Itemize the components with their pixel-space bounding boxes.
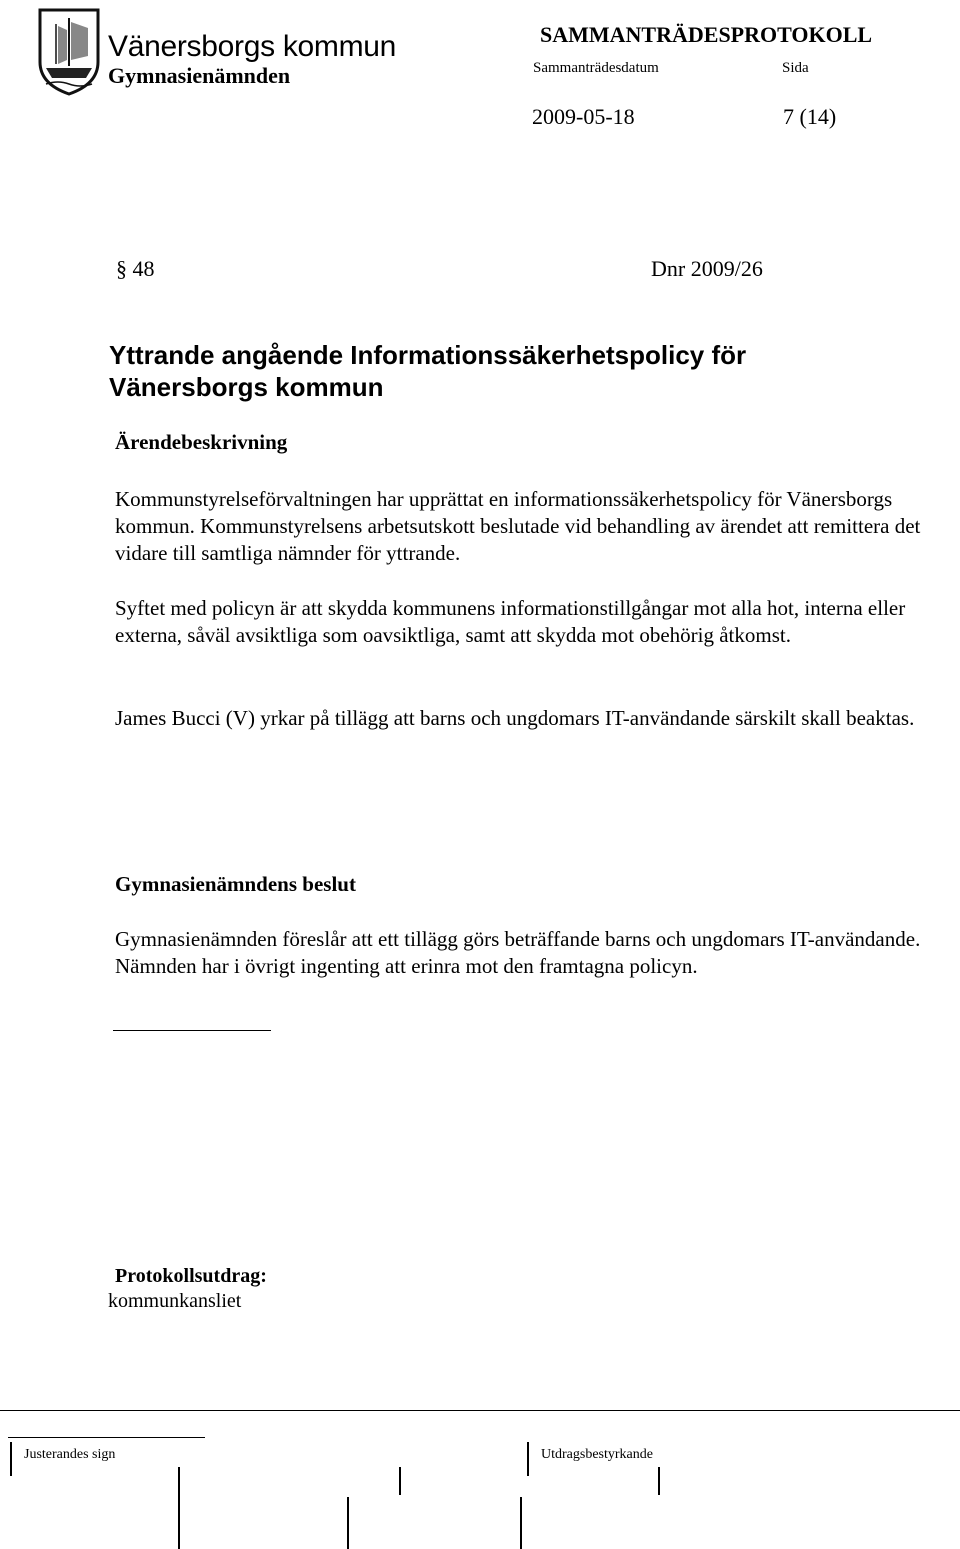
footer-divider — [0, 1410, 960, 1411]
decision-paragraph: Gymnasienämnden föreslår att ett tillägg görs beträffande barns och ungdomars IT-användande. Nämnden har i övrigt ingenting att erinra mot den framtagna policyn. — [115, 927, 921, 978]
decision-heading: Gymnasienämndens beslut — [115, 872, 356, 896]
initials-label: Justerandes sign — [24, 1447, 116, 1462]
protocol-extract-label: Protokollsutdrag: — [115, 1265, 267, 1287]
case-description-heading: Ärendebeskrivning — [115, 430, 288, 454]
description-paragraph: James Bucci (V) yrkar på tillägg att barns och ungdomars IT-användande särskilt skall beaktas. — [115, 706, 915, 730]
extract-certification-label: Utdragsbestyrkande — [541, 1447, 653, 1462]
description-paragraph: Syftet med policyn är att skydda kommunens informationstillgångar mot alla hot, interna eller externa, såväl avsiktliga som oavsiktliga, samt att skydda mot obehörig åtkomst. — [115, 596, 906, 647]
page-label: Sida — [782, 60, 809, 76]
signature-rule — [113, 1030, 271, 1031]
item-title: Yttrande angående Informationssäkerhetspolicy för Vänersborgs kommun — [109, 340, 747, 402]
signature-box-divider — [658, 1467, 660, 1495]
protocol-extract-recipient: kommunkansliet — [108, 1290, 242, 1312]
meeting-date-label: Sammanträdesdatum — [533, 60, 659, 76]
footer-divider — [8, 1437, 205, 1438]
meeting-date: 2009-05-18 — [532, 104, 635, 129]
municipality-crest-logo — [36, 4, 102, 96]
description-paragraph: Kommunstyrelseförvaltningen har upprättat en informationssäkerhetspolicy för Vänersborgs kommun. Kommunstyrelsens arbetsutskott beslutade vid behandling av ärendet att remittera det vidare till samtliga nämnder för yttrande. — [115, 487, 921, 565]
signature-box-divider — [178, 1467, 180, 1549]
page-number: 7 (14) — [783, 104, 837, 129]
signature-box-divider — [520, 1497, 522, 1549]
signature-box-divider — [527, 1442, 529, 1476]
signature-box-divider — [10, 1442, 12, 1476]
signature-box-divider — [399, 1467, 401, 1495]
municipality-name: Vänersborgs kommun — [108, 30, 397, 63]
committee-name: Gymnasienämnden — [108, 63, 291, 88]
section-reference: § 48 — [116, 256, 155, 281]
document-type-title: SAMMANTRÄDESPROTOKOLL — [540, 22, 873, 47]
diary-number: Dnr 2009/26 — [651, 256, 763, 281]
signature-box-divider — [347, 1497, 349, 1549]
